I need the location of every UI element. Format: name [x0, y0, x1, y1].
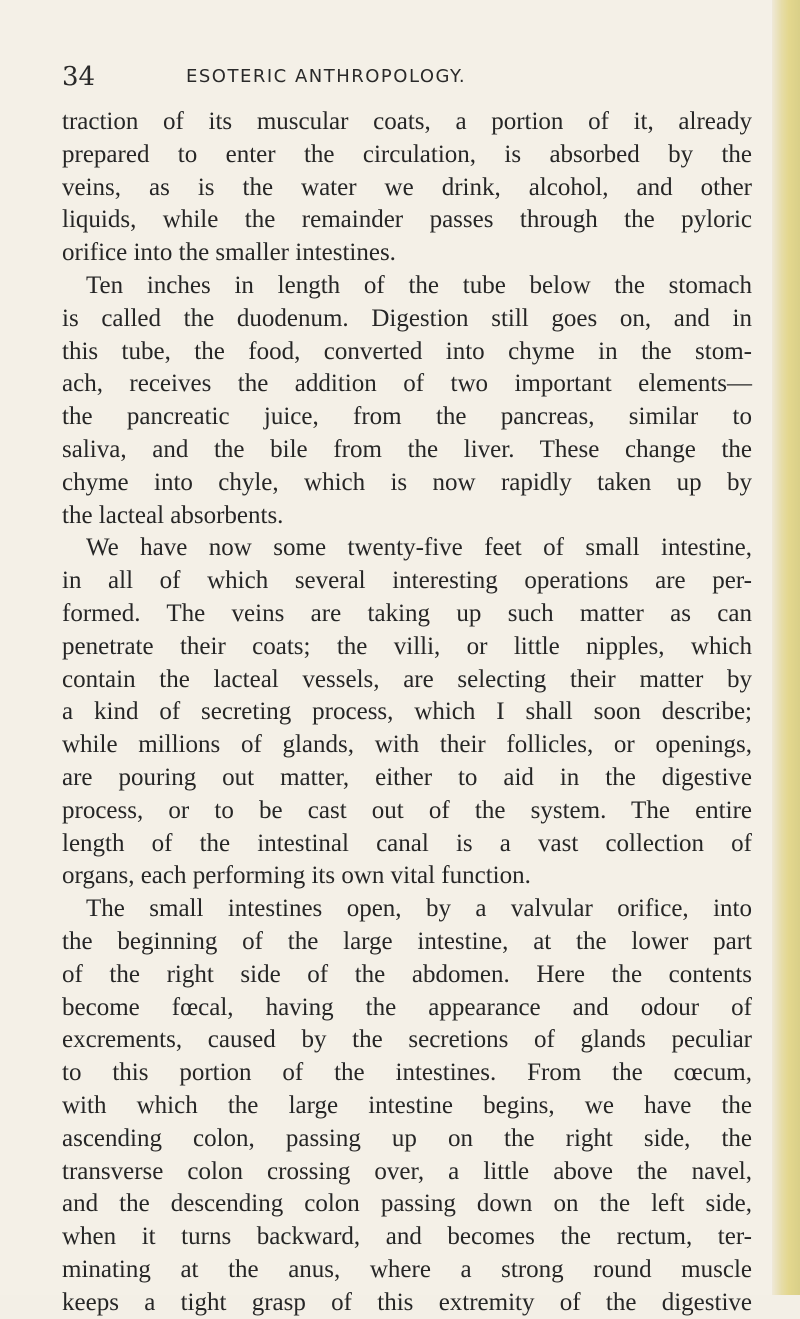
text-line: We have now some twenty-five feet of small intestine, — [86, 534, 752, 562]
text-line: Ten inches in length of the tube below the stomach — [86, 271, 752, 299]
text-line: transverse colon crossing over, a little above the navel, — [62, 1157, 752, 1185]
page-header — [62, 62, 762, 102]
text-line: the lacteal absorbents. — [62, 501, 284, 529]
text-line: ascending colon, passing up on the right side, the — [62, 1124, 752, 1152]
text-line: penetrate their coats; the villi, or little nipples, which — [62, 632, 752, 660]
text-line: while millions of glands, with their follicles, or openings, — [62, 731, 752, 759]
text-line: The small intestines open, by a valvular orifice, into — [86, 895, 752, 923]
text-line: of the right side of the abdomen. Here the contents — [62, 960, 752, 988]
text-line: traction of its muscular coats, a portion of it, already — [62, 108, 752, 135]
text-line: in all of which several interesting operations are per- — [62, 567, 752, 595]
text-line: minating at the anus, where a strong round muscle — [62, 1255, 752, 1283]
text-line: with which the large intestine begins, we have the — [62, 1091, 752, 1119]
text-line: formed. The veins are taking up such matter as can — [62, 599, 752, 627]
text-line: prepared to enter the circulation, is absorbed by the — [62, 140, 752, 168]
page-edge — [772, 0, 800, 1295]
text-line: are pouring out matter, either to aid in the digestive — [62, 763, 752, 791]
text-line: veins, as is the water we drink, alcohol, and other — [62, 173, 752, 201]
text-line: orifice into the smaller intestines. — [62, 239, 396, 267]
text-line: saliva, and the bile from the liver. These change the — [62, 435, 752, 463]
text-line: and the descending colon passing down on the left side, — [62, 1190, 752, 1218]
running-head: ESOTERIC ANTHROPOLOGY. — [186, 66, 467, 87]
text-line: this tube, the food, converted into chyme in the stom- — [62, 337, 752, 365]
text-line: excrements, caused by the secretions of glands peculiar — [62, 1026, 752, 1054]
page-number: 34 — [62, 62, 96, 92]
text-line: keeps a tight grasp of this extremity of the digestive — [62, 1288, 752, 1316]
text-line: to this portion of the intestines. From the cœcum, — [62, 1059, 752, 1087]
text-line: the pancreatic juice, from the pancreas, similar to — [62, 403, 752, 431]
text-line: when it turns backward, and becomes the rectum, ter- — [62, 1223, 752, 1251]
text-line: liquids, while the remainder passes through the pyloric — [62, 206, 752, 234]
text-line: a kind of secreting process, which I shall soon describe; — [62, 698, 752, 726]
text-line: become fœcal, having the appearance and odour of — [62, 993, 752, 1021]
text-line: process, or to be cast out of the system. The entire — [62, 796, 752, 824]
text-line: chyme into chyle, which is now rapidly taken up by — [62, 468, 752, 496]
text-line: contain the lacteal vessels, are selecting their matter by — [62, 665, 752, 693]
text-line: the beginning of the large intestine, at the lower part — [62, 927, 752, 955]
text-line: ach, receives the addition of two important elements— — [62, 370, 752, 398]
text-line: organs, each performing its own vital function. — [62, 862, 531, 890]
body-text — [62, 106, 752, 1319]
text-line: is called the duodenum. Digestion still goes on, and in — [62, 304, 752, 332]
text-line: length of the intestinal canal is a vast collection of — [62, 829, 752, 857]
